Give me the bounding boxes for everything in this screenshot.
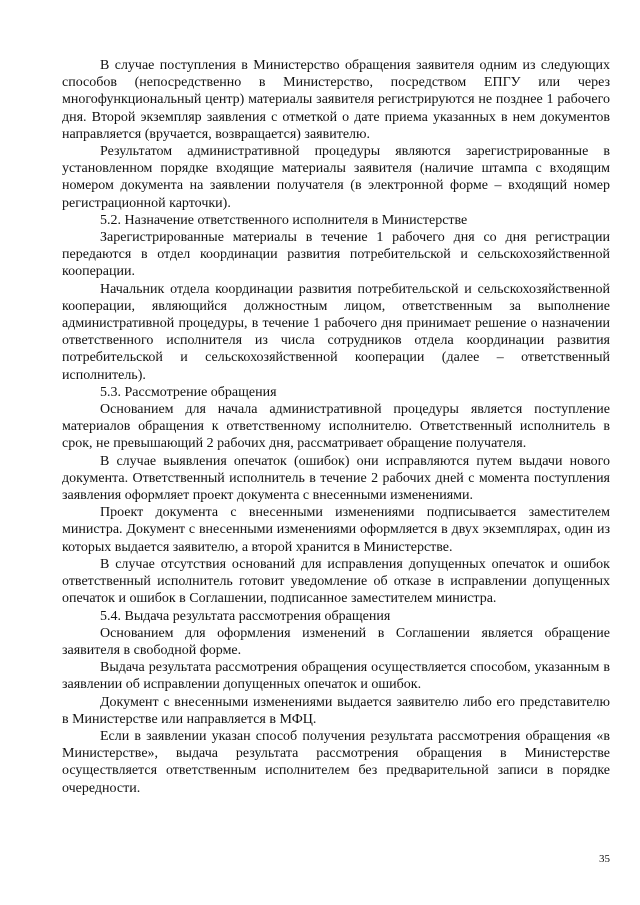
paragraph-document-issue: Документ с внесенными изменениями выдается заявителю либо его представителю в Министерстве или направляется в МФЦ. <box>62 694 610 727</box>
section-heading-5-3: 5.3. Рассмотрение обращения <box>100 384 277 400</box>
paragraph-in-ministry-delivery: Если в заявлении указан способ получения результата рассмотрения обращения «в Министерстве», выдача результата рассмотрения обращения в Министерстве осуществляется ответственным исполнителем без предварительной записи в порядке очередности. <box>62 728 610 796</box>
paragraph-review-basis: Основанием для начала административной процедуры является поступление материалов обращения к ответственному исполнителю. Ответственный исполнитель в срок, не превышающий 2 рабочих дня, рассматривает обращение получателя. <box>62 402 610 452</box>
paragraph-delivery-method: Выдача результата рассмотрения обращения осуществляется способом, указанным в заявлении об исправлении допущенных опечаток и ошибок. <box>62 660 610 693</box>
paragraph-draft-signing: Проект документа с внесенными изменениями подписывается заместителем министра. Документ с внесенными изменениями оформляется в двух экземплярах, один из которых выдается заявителю, а второй хранится в Министерстве. <box>62 505 610 555</box>
document-page <box>62 57 610 797</box>
paragraph-error-correction: В случае выявления опечаток (ошибок) они исправляются путем выдачи нового документа. Ответственный исполнитель в течение 2 рабочих дней с момента поступления заявления оформляет проект документа с внесенными изменениями. <box>62 453 610 504</box>
paragraph-registration-result: Результатом административной процедуры являются зарегистрированные в установленном порядке входящие материалы заявителя (наличие штампа с входящим номером документа на заявлении получателя (в электронной форме – входящий номер регистрационной карточки). <box>62 144 610 211</box>
section-heading-5-4: 5.4. Выдача результата рассмотрения обращения <box>100 608 391 624</box>
paragraph-transfer-to-department: Зарегистрированные материалы в течение 1 рабочего дня со дня регистрации передаются в отдел координации развития потребительской и сельскохозяйственной кооперации. <box>62 230 610 280</box>
paragraph-changes-basis: Основанием для оформления изменений в Соглашении является обращение заявителя в свободной форме. <box>62 625 610 658</box>
paragraph-refusal-notice: В случае отсутствия оснований для исправления допущенных опечаток и ошибок ответственный исполнитель готовит уведомление об отказе в исправлении допущенных опечаток и ошибок в Соглашении, подписанное заместителем министра. <box>62 556 610 607</box>
paragraph-head-of-department: Начальник отдела координации развития потребительской и сельскохозяйственной кооперации, являющийся должностным лицом, ответственным за выполнение административной процедуры, в течение 1 рабочего дня принимает решение о назначении ответственного исполнителя из числа сотрудников отдела координации развития потребительской и сельскохозяйственной кооперации (далее – ответственный исполнитель). <box>62 281 610 383</box>
paragraph-registration: В случае поступления в Министерство обращения заявителя одним из следующих способов (непосредственно в Министерство, посредством ЕПГУ или через многофункциональный центр) материалы заявителя регистрируются не позднее 1 рабочего дня. Второй экземпляр заявления с отметкой о дате приема указанных в нем документов направляется (вручается, возвращается) заявителю. <box>62 58 610 142</box>
page-number: 35 <box>599 853 610 865</box>
section-heading-5-2: 5.2. Назначение ответственного исполнителя в Министерстве <box>100 212 468 228</box>
